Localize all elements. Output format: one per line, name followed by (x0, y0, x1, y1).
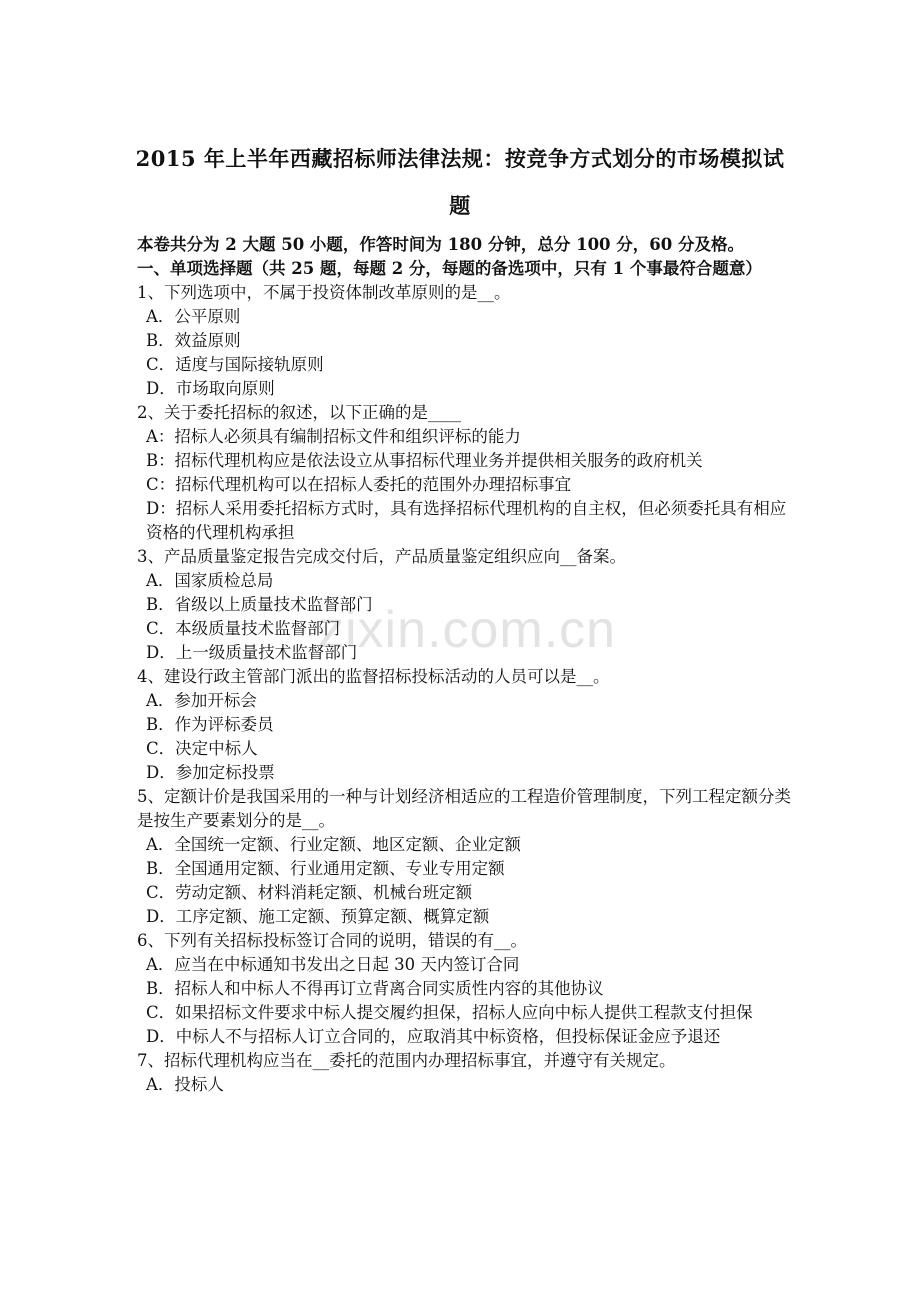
question-stem: 3、产品质量鉴定报告完成交付后，产品质量鉴定组织应向__备案。 (137, 547, 626, 566)
option-a: A．参加开标会 (146, 691, 257, 710)
option-a: A．投标人 (146, 1075, 224, 1094)
question-1 (137, 281, 797, 401)
question-stem: 2、关于委托招标的叙述，以下正确的是____ (137, 403, 461, 422)
option-d: D：招标人采用委托招标方式时，具有选择招标代理机构的自主权，但必须委托具有相应资格的代理机构承担 (146, 499, 787, 542)
option-d: D．工序定额、施工定额、预算定额、概算定额 (146, 907, 490, 926)
option-a: A．国家质检总局 (146, 571, 274, 590)
option-c: C．适度与国际接轨原则 (146, 355, 324, 374)
question-stem: 4、建设行政主管部门派出的监督招标投标活动的人员可以是__。 (137, 667, 610, 686)
watermark: zixin.com.cn (318, 601, 617, 659)
option-b: B．作为评标委员 (146, 715, 274, 734)
option-d: D．参加定标投票 (146, 763, 275, 782)
option-b: B．全国通用定额、行业通用定额、专业专用定额 (146, 859, 505, 878)
option-a: A．全国统一定额、行业定额、地区定额、企业定额 (146, 835, 521, 854)
option-b: B：招标代理机构应是依法设立从事招标代理业务并提供相关服务的政府机关 (146, 451, 703, 470)
option-a: A．应当在中标通知书发出之日起 30 天内签订合同 (146, 955, 520, 974)
option-d: D．市场取向原则 (146, 379, 275, 398)
question-stem: 5、定额计价是我国采用的一种与计划经济相适应的工程造价管理制度，下列工程定额分类是按生产要素划分的是__。 (137, 787, 791, 830)
option-d: D．中标人不与招标人订立合同的，应取消其中标资格，但投标保证金应予退还 (146, 1027, 721, 1046)
option-c: C．劳动定额、材料消耗定额、机械台班定额 (146, 883, 473, 902)
question-stem: 6、下列有关招标投标签订合同的说明，错误的有__。 (137, 931, 527, 950)
question-stem: 1、下列选项中，不属于投资体制改革原则的是__。 (137, 283, 511, 302)
option-d: D．上一级质量技术监督部门 (146, 643, 358, 662)
exam-intro: 本卷共分为 2 大题 50 小题，作答时间为 180 分钟，总分 100 分，60 分及格。 (137, 235, 744, 254)
option-c: C．如果招标文件要求中标人提交履约担保，招标人应向中标人提供工程款支付担保 (146, 1003, 753, 1022)
option-c: C．决定中标人 (146, 739, 258, 758)
option-b: B．省级以上质量技术监督部门 (146, 595, 373, 614)
option-a: A：招标人必须具有编制招标文件和组织评标的能力 (146, 427, 521, 446)
document-title: 2015 年上半年西藏招标师法律法规：按竞争方式划分的市场模拟试 (135, 146, 785, 171)
question-stem: 7、招标代理机构应当在__委托的范围内办理招标事宜，并遵守有关规定。 (137, 1051, 676, 1070)
section-heading: 一、单项选择题（共 25 题，每题 2 分，每题的备选项中，只有 1 个事最符合题意） (137, 259, 762, 278)
document-body (137, 233, 797, 1097)
option-b: B．招标人和中标人不得再订立背离合同实质性内容的其他协议 (146, 979, 604, 998)
question-5 (137, 785, 797, 929)
option-c: C：招标代理机构可以在招标人委托的范围外办理招标事宜 (146, 475, 572, 494)
question-7 (137, 1049, 797, 1097)
document-title-continued: 题 (449, 193, 471, 218)
question-6 (137, 929, 797, 1049)
question-3 (137, 545, 797, 665)
option-c: C．本级质量技术监督部门 (146, 619, 341, 638)
question-2 (137, 401, 797, 545)
question-4 (137, 665, 797, 785)
option-a: A．公平原则 (146, 307, 241, 326)
option-b: B．效益原则 (146, 331, 241, 350)
